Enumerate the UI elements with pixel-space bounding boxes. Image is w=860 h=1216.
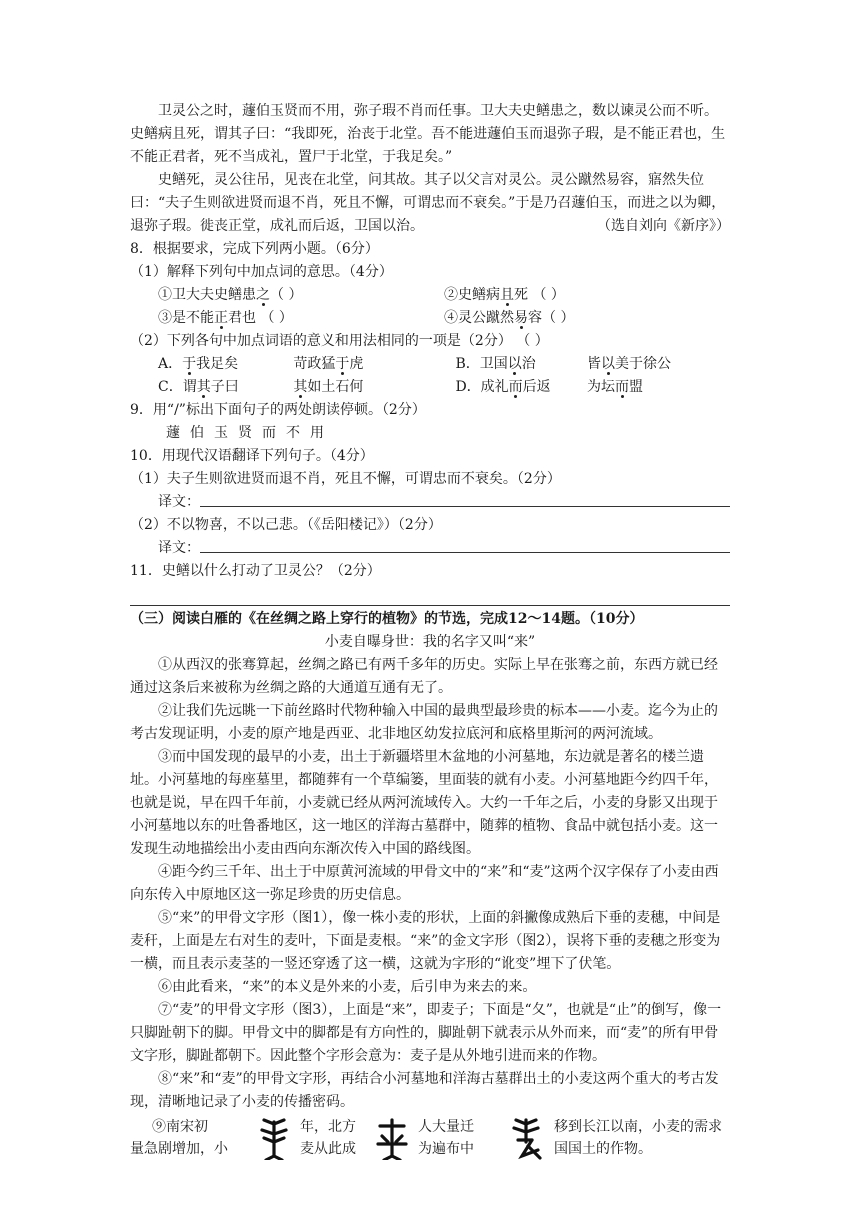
- q8-items-row-1: [130, 284, 730, 307]
- s3-para-6: ⑥由此看来，“来”的本义是外来的小麦，后引申为来去的来。: [158, 979, 537, 995]
- s3-para-1: ①从西汉的张骞算起，丝绸之路已有两千多年的历史。实际上早在张骞之前，东西方就已经通过这条后来被称为丝绸之路的大通道互通有无了。: [130, 657, 718, 696]
- q11-answer-line[interactable]: [130, 583, 730, 606]
- section3-subtitle: 小麦自曝身世：我的名字又叫“来”: [324, 634, 536, 650]
- translation-label-2: 译文：: [158, 540, 200, 556]
- p9-col-1: ⑨南宋初 量急剧增加，小: [130, 1119, 228, 1157]
- p9-col-3: 人大量迁 为遍布中: [418, 1119, 474, 1157]
- option-b-1: B．卫国以治: [455, 356, 536, 372]
- q9-title: 9．用“/”标出下面句子的两处朗读停顿。（2分）: [130, 402, 426, 418]
- q11-title: 11．史鳝以什么打动了卫灵公？（2分）: [130, 563, 381, 579]
- q8-title: 8．根据要求，完成下列两小题。（6分）: [130, 241, 379, 257]
- passage-source: （选自刘向《新序》）: [597, 218, 730, 234]
- s3-para-4: ④距今约三千年、出土于中原黄河流域的甲骨文中的“来”和“麦”这两个汉字保存了小麦由西向东传入中原地区这一弥足珍贵的历史信息。: [130, 864, 719, 903]
- s3-para-8: ⑧“来”和“麦”的甲骨文字形，再结合小河墓地和洋海古墓群出土的小麦这两个重大的考古发现，清晰地记录了小麦的传播密码。: [130, 1071, 719, 1110]
- exam-page: [130, 100, 730, 1160]
- option-b-2: 皆以美于徐公: [587, 356, 671, 372]
- s3-para-7: ⑦“麦”的甲骨文字形（图3），上面是“来”，即麦子；下面是“夂”，也就是“止”的倒写，像一只脚趾朝下的脚。甲骨文中的脚都是有方向性的，脚趾朝下就表示从外而来，而“麦”的所有甲骨文字形，脚趾都朝下。因此整个字形会意为：麦子是从外地引进而来的作物。: [130, 1002, 722, 1064]
- p9-col-4: 移到长江以南，小麦的需求 国国土的作物。: [554, 1119, 722, 1157]
- translation-label-1: 译文：: [158, 494, 200, 510]
- translation-line-1[interactable]: [200, 491, 730, 507]
- q8-sub2: （2）下列各句中加点词语的意义和用法相同的一项是（2分） （ ）: [130, 333, 549, 349]
- q8-options-row-1: [130, 353, 730, 376]
- passage-para-2-text: 史鳝死，灵公往吊，见丧在北堂，问其故。其子以父言对灵公。灵公蹴然易容，寤然失位曰：“夫子生则欲进贤而退不肖，死且不懈，可谓忠而不衰矣。”于是乃召蘧伯玉，而进之以为卿，退弥子瑕。徙丧正堂，成礼而后返，卫国以治。: [130, 172, 726, 234]
- passage-para-1: 卫灵公之时，蘧伯玉贤而不用，弥子瑕不肖而任事。卫大夫史鳝患之，数以谏灵公而不听。史鳝病且死，谓其子曰：“我即死，治丧于北堂。吾不能进蘧伯玉而退弥子瑕，是不能正君也，生不能正君者，死不当成礼，置尸于北堂，于我足矣。”: [130, 103, 726, 165]
- s3-para-2: ②让我们先远眺一下前丝路时代物种输入中国的最典型最珍贵的标本——小麦。迄今为止的考古发现证明，小麦的原产地是西亚、北非地区幼发拉底河和底格里斯河的两河流域。: [130, 703, 718, 742]
- q8-item-3: ③是不能正君也 （ ）: [158, 310, 293, 326]
- s3-para-5: ⑤“来”的甲骨文字形（图1），像一株小麦的形状，上面的斜撇像成熟后下垂的麦穗，中间是麦秆，上面是左右对生的麦叶，下面是麦根。“来”的金文字形（图2），误将下垂的麦穗之形变为一横，而且表示麦茎的一竖还穿透了这一横，这就为字形的“讹变”埋下了伏笔。: [130, 910, 721, 972]
- passage-para-2: [130, 169, 730, 238]
- q8-item-2: ②史鳝病且死 （ ）: [444, 287, 565, 303]
- option-a-2: 苛政猛于虎: [293, 356, 364, 372]
- s3-para-9: [130, 1116, 730, 1160]
- q8-items-row-2: [130, 307, 730, 330]
- option-c-1: C．谓其子曰: [158, 379, 239, 395]
- s3-para-3: ③而中国发现的最早的小麦，出土于新疆塔里木盆地的小河墓地，东边就是著名的楼兰遗址。小河墓地的每座墓里，都随葬有一个草编篓，里面装的就有小麦。小河墓地距今约四千年，也就是说，早在四千年前，小麦就已经从两河流域传入。大约一千年之后，小麦的身影又出现于小河墓地以东的吐鲁番地区，这一地区的洋海古墓群中，随葬的植物、食品中就包括小麦。这一发现生动地描绘出小麦由西向东渐次传入中国的路线图。: [130, 749, 718, 857]
- option-c-2: 其如土石何: [293, 379, 364, 395]
- q10-sentence-2: （2）不以物喜，不以己悲。（《岳阳楼记》）（2分）: [130, 517, 442, 533]
- section3-heading: （三）阅读白雁的《在丝绸之路上穿行的植物》的节选，完成12～14题。（10分）: [130, 611, 644, 627]
- option-d-2: 为坛而盟: [587, 379, 643, 395]
- p9-col-2: 年，北方 麦从此成: [300, 1119, 356, 1157]
- option-d-1: D．成礼而后返: [455, 379, 551, 395]
- q10-sentence-1: （1）夫子生则欲进贤而退不肖，死且不懈，可谓忠而不衰矣。（2分）: [130, 471, 561, 487]
- q8-item-4: ④灵公蹴然易容（ ）: [444, 310, 575, 326]
- q8-sub1: （1）解释下列句中加点词的意思。（4分）: [130, 264, 393, 280]
- fig3-oracle-mai-icon: [508, 1116, 548, 1160]
- q9-sentence[interactable]: 蘧伯玉贤而不用: [166, 425, 334, 441]
- option-a-1: A．于我足矣: [158, 356, 239, 372]
- q10-answer-2[interactable]: [130, 537, 730, 560]
- q8-item-1: ①卫大夫史鳝患之（ ）: [158, 287, 303, 303]
- fig2-bronze-lai-icon: [372, 1116, 412, 1160]
- q10-title: 10．用现代汉语翻译下列句子。（4分）: [130, 448, 374, 464]
- fig1-oracle-lai-icon: [254, 1116, 294, 1160]
- q8-options-row-2: [130, 376, 730, 399]
- translation-line-2[interactable]: [200, 537, 730, 553]
- q10-answer-1[interactable]: [130, 491, 730, 514]
